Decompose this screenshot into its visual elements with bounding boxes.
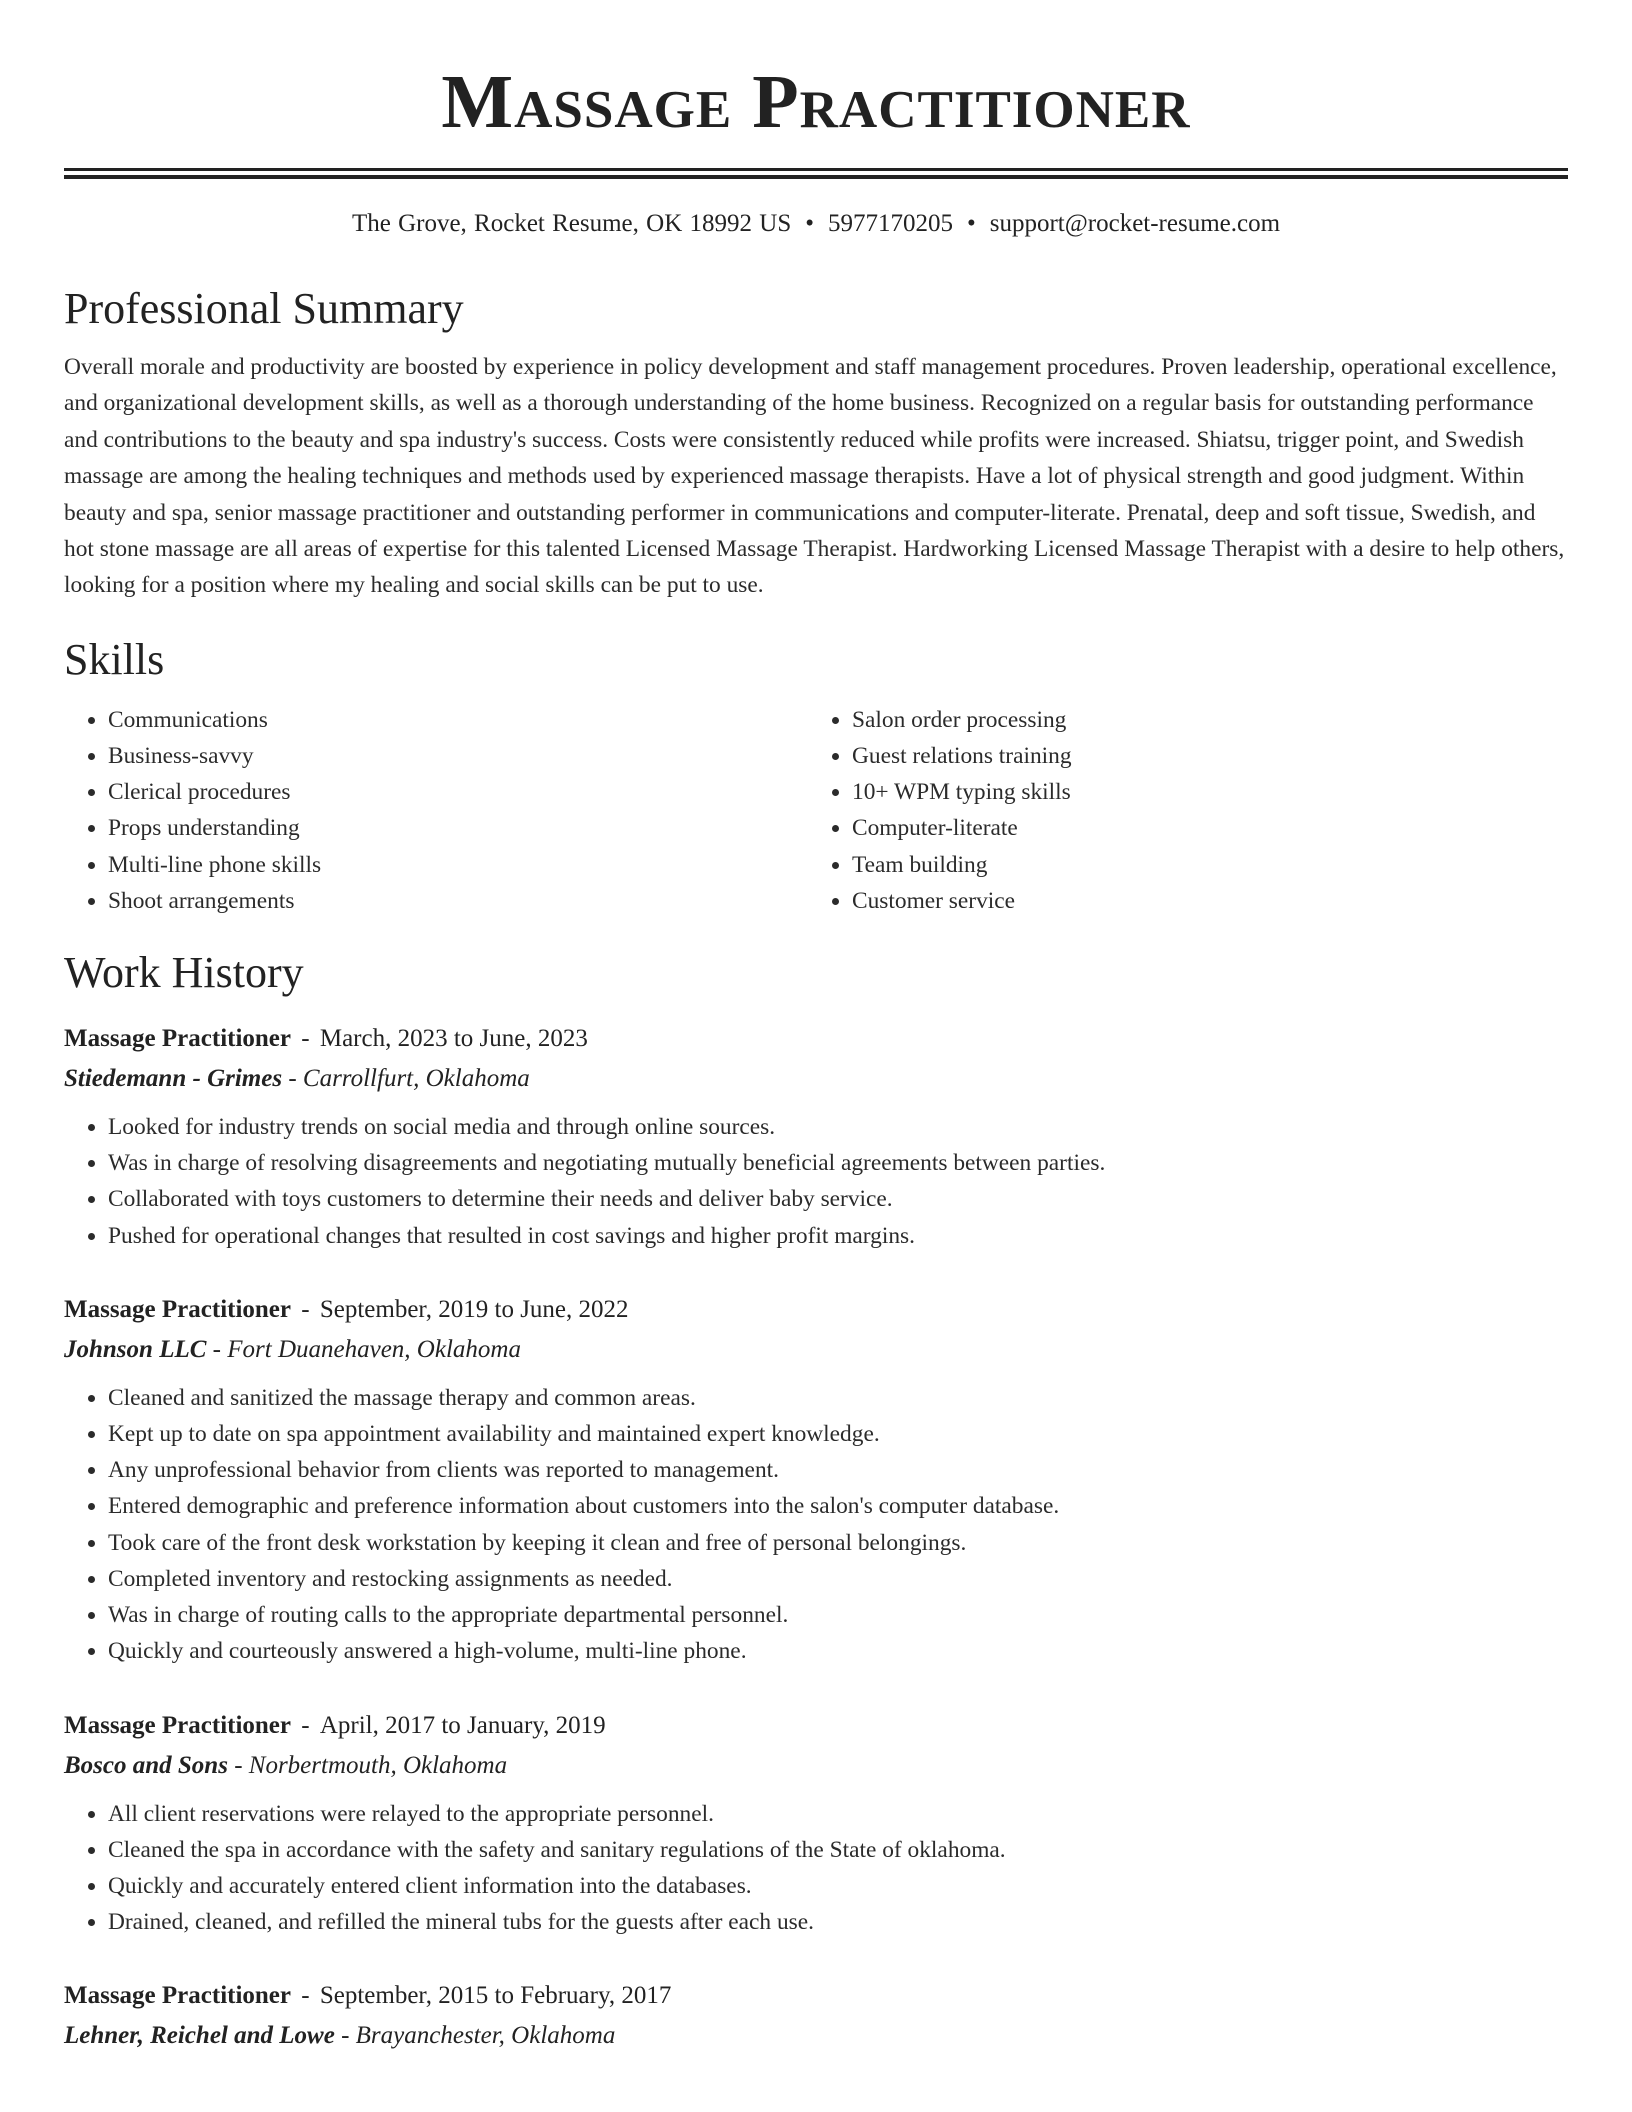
- job-title: Massage Practitioner: [64, 1982, 292, 2010]
- job-title: Massage Practitioner: [64, 1711, 292, 1739]
- work-history-heading: Work History: [64, 948, 304, 998]
- skill-item: • Props understanding: [108, 810, 808, 846]
- summary-heading: Professional Summary: [64, 284, 464, 333]
- duty-item: • Was in charge of routing calls to the appropriate departmental personnel.: [108, 1597, 1568, 1633]
- duty-item: • Kept up to date on spa appointment availability and maintained expert knowledge.: [108, 1416, 1568, 1452]
- skills-column-right: [808, 702, 1552, 919]
- company-name: Stiedemann - Grimes: [64, 1065, 283, 1093]
- summary-text: Overall morale and productivity are boosted by experience in policy development and staff management procedures. Proven leadership, operational excellence, and organizational development skills, as well as a thorough understanding of the home business. Recognized on a regular basis for outstanding performance and contributions to the beauty and spa industry's success. Costs were consistently reduced while profits were increased. Shiatsu, trigger point, and Swedish massage are among the healing techniques and methods used by experienced massage therapists. Have a lot of physical strength and good judgment. Within beauty and spa, senior massage practitioner and outstanding performer in communications and computer-literate. Prenatal, deep and soft tissue, Swedish, and hot stone massage are all areas of expertise for this talented Licensed Massage Therapist. Hardworking Licensed Massage Therapist with a desire to help others, looking for a position where my healing and social skills can be put to use.: [64, 354, 1565, 599]
- company-line: Bosco and Sons - Norbertmouth, Oklahoma: [64, 1751, 508, 1779]
- skills-heading: Skills: [64, 634, 165, 684]
- company-location: Brayanchester, Oklahoma: [355, 2022, 616, 2050]
- skill-item: • Business-savvy: [108, 738, 808, 774]
- skill-item: • Computer-literate: [852, 810, 1552, 846]
- job-title: Massage Practitioner: [64, 1025, 292, 1053]
- duty-item: • Cleaned and sanitized the massage therapy and common areas.: [108, 1380, 1568, 1416]
- skills-list: [64, 702, 1568, 919]
- contact-phone: 5977170205: [827, 210, 953, 237]
- duty-item: • Quickly and accurately entered client information into the databases.: [108, 1868, 1568, 1904]
- duty-item: • All client reservations were relayed to the appropriate personnel.: [108, 1796, 1568, 1832]
- skills-column-left: [64, 702, 808, 919]
- resume-name: Massage Practitioner: [441, 60, 1191, 144]
- company-location: Norbertmouth, Oklahoma: [248, 1751, 508, 1779]
- company-location: Carrollfurt, Oklahoma: [302, 1065, 530, 1093]
- duty-item: • Any unprofessional behavior from clients was reported to management.: [108, 1452, 1568, 1488]
- skill-item: • Multi-line phone skills: [108, 847, 808, 883]
- contact-separator: •: [805, 210, 814, 237]
- company-name: Bosco and Sons: [64, 1751, 228, 1779]
- company-line: Johnson LLC - Fort Duanehaven, Oklahoma: [64, 1335, 521, 1363]
- job-title-line: Massage Practitioner - March, 2023 to June, 2023: [64, 1025, 588, 1053]
- header-double-rule: [64, 168, 1568, 179]
- duty-list: [64, 1109, 1568, 1254]
- company-line: Lehner, Reichel and Lowe - Brayanchester, Oklahoma: [64, 2022, 616, 2050]
- job-title-line: Massage Practitioner - April, 2017 to January, 2019: [64, 1711, 606, 1739]
- skill-item: • Communications: [108, 702, 808, 738]
- contact-email: support@rocket-resume.com: [989, 210, 1281, 237]
- duty-item: • Pushed for operational changes that resulted in cost savings and higher profit margins.: [108, 1218, 1568, 1254]
- job-title-line: Massage Practitioner - September, 2019 to June, 2022: [64, 1295, 629, 1323]
- company-name: Lehner, Reichel and Lowe: [64, 2022, 335, 2050]
- job-dates: September, 2015 to February, 2017: [319, 1982, 672, 2010]
- duty-list: [64, 1796, 1568, 1941]
- duty-item: • Quickly and courteously answered a high-volume, multi-line phone.: [108, 1633, 1568, 1669]
- skill-item: • Salon order processing: [852, 702, 1552, 738]
- skill-item: • 10+ WPM typing skills: [852, 774, 1552, 810]
- duty-list: [64, 1380, 1568, 1670]
- job-dates: April, 2017 to January, 2019: [319, 1711, 606, 1739]
- skill-item: • Guest relations training: [852, 738, 1552, 774]
- job-title-line: Massage Practitioner - September, 2015 to February, 2017: [64, 1982, 672, 2010]
- job-entry: [64, 1976, 1568, 2056]
- job-dates: March, 2023 to June, 2023: [319, 1025, 588, 1053]
- duty-item: • Looked for industry trends on social media and through online sources.: [108, 1109, 1568, 1145]
- company-line: Stiedemann - Grimes - Carrollfurt, Oklahoma: [64, 1065, 530, 1093]
- company-location: Fort Duanehaven, Oklahoma: [227, 1335, 521, 1363]
- resume-page: [64, 0, 1568, 2056]
- duty-item: • Completed inventory and restocking assignments as needed.: [108, 1561, 1568, 1597]
- duty-item: • Entered demographic and preference information about customers into the salon's computer database.: [108, 1488, 1568, 1524]
- duty-item: • Collaborated with toys customers to determine their needs and deliver baby service.: [108, 1181, 1568, 1217]
- skill-item: • Team building: [852, 847, 1552, 883]
- duty-item: • Was in charge of resolving disagreements and negotiating mutually beneficial agreements between parties.: [108, 1145, 1568, 1181]
- duty-item: • Took care of the front desk workstation by keeping it clean and free of personal belongings.: [108, 1525, 1568, 1561]
- job-title: Massage Practitioner: [64, 1295, 292, 1323]
- skill-item: • Shoot arrangements: [108, 883, 808, 919]
- duty-item: • Cleaned the spa in accordance with the safety and sanitary regulations of the State of oklahoma.: [108, 1832, 1568, 1868]
- contact-line: [64, 209, 1568, 239]
- contact-address: The Grove, Rocket Resume, OK 18992 US: [351, 210, 792, 237]
- job-entry: [64, 1706, 1568, 1941]
- company-name: Johnson LLC: [64, 1335, 207, 1363]
- job-entry: [64, 1019, 1568, 1254]
- job-dates: September, 2019 to June, 2022: [319, 1295, 629, 1323]
- contact-separator: •: [966, 210, 976, 237]
- skill-item: • Clerical procedures: [108, 774, 808, 810]
- skill-item: • Customer service: [852, 883, 1552, 919]
- duty-item: • Drained, cleaned, and refilled the mineral tubs for the guests after each use.: [108, 1904, 1568, 1940]
- job-entry: [64, 1290, 1568, 1670]
